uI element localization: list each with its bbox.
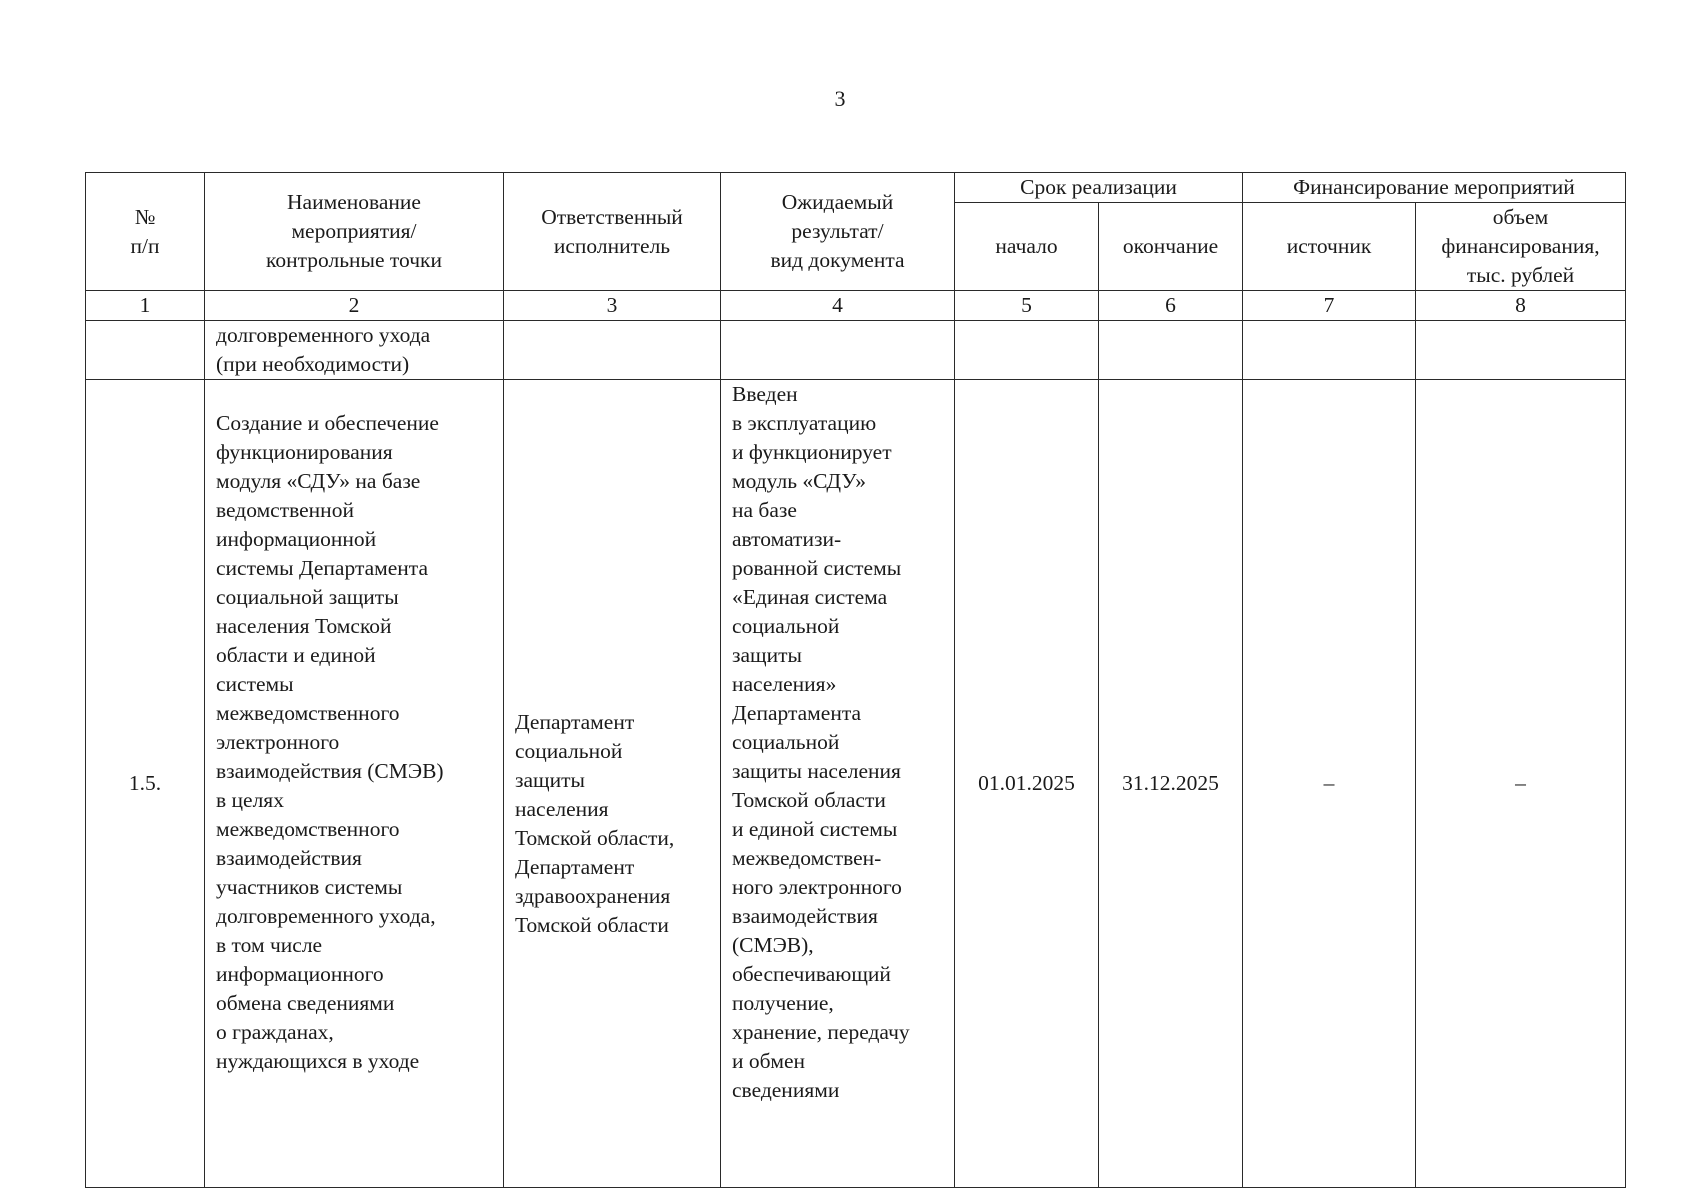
header-funding: Финансирование мероприятий xyxy=(1243,173,1626,203)
header-end: окончание xyxy=(1099,203,1243,291)
cell-responsible: Департамент социальной защиты населения Томской области, Департамент здравоохранения Томской области xyxy=(504,380,721,1188)
header-start: начало xyxy=(955,203,1099,291)
column-number: 3 xyxy=(504,291,721,321)
header-expected-result: Ожидаемый результат/ вид документа xyxy=(721,173,955,291)
column-number: 7 xyxy=(1243,291,1416,321)
cell-empty xyxy=(955,321,1099,380)
column-number-row xyxy=(86,291,1626,321)
header-source: источник xyxy=(1243,203,1416,291)
header-number: № п/п xyxy=(86,173,205,291)
column-number: 8 xyxy=(1416,291,1626,321)
cell-row-number: 1.5. xyxy=(86,380,205,1188)
table-row-continuation xyxy=(86,321,1626,380)
header-row-top xyxy=(86,173,1626,203)
cell-empty xyxy=(1416,321,1626,380)
page-number: 3 xyxy=(834,86,846,111)
column-number: 6 xyxy=(1099,291,1243,321)
cell-empty xyxy=(1099,321,1243,380)
cell-continued-name: долговременного ухода (при необходимости) xyxy=(205,321,504,380)
table-row-1-5 xyxy=(86,380,1626,1188)
cell-funding-amount: – xyxy=(1416,380,1626,1188)
cell-empty xyxy=(86,321,205,380)
header-implementation-period: Срок реализации xyxy=(955,173,1243,203)
cell-end-date: 31.12.2025 xyxy=(1099,380,1243,1188)
column-number: 4 xyxy=(721,291,955,321)
cell-start-date: 01.01.2025 xyxy=(955,380,1099,1188)
header-amount: объем финансирования, тыс. рублей xyxy=(1416,203,1626,291)
column-number: 1 xyxy=(86,291,205,321)
action-plan-table xyxy=(85,172,1626,1188)
header-event-name: Наименование мероприятия/ контрольные точки xyxy=(205,173,504,291)
cell-empty xyxy=(1243,321,1416,380)
cell-event-name: Создание и обеспечение функционирования модуля «СДУ» на базе ведомственной информационной системы Департамента социальной защиты населения Томской области и единой системы межведомственного электронного взаимодействия (СМЭВ) в целях межведомственного взаимодействия участников системы долговременного ухода, в том числе информационного обмена сведениями о гражданах, нуждающихся в уходе xyxy=(205,380,504,1188)
column-number: 2 xyxy=(205,291,504,321)
cell-empty xyxy=(721,321,955,380)
header-responsible: Ответственный исполнитель xyxy=(504,173,721,291)
column-number: 5 xyxy=(955,291,1099,321)
cell-funding-source: – xyxy=(1243,380,1416,1188)
cell-empty xyxy=(504,321,721,380)
cell-expected-result: Введен в эксплуатацию и функционирует модуль «СДУ» на базе автоматизи- рованной системы «Единая система социальной защиты населения» Департамента социальной защиты населения Томской области и единой системы межведомствен- ного электронного взаимодействия (СМЭВ), обеспечивающий получение, хранение, передачу и обмен сведениями xyxy=(721,380,955,1188)
